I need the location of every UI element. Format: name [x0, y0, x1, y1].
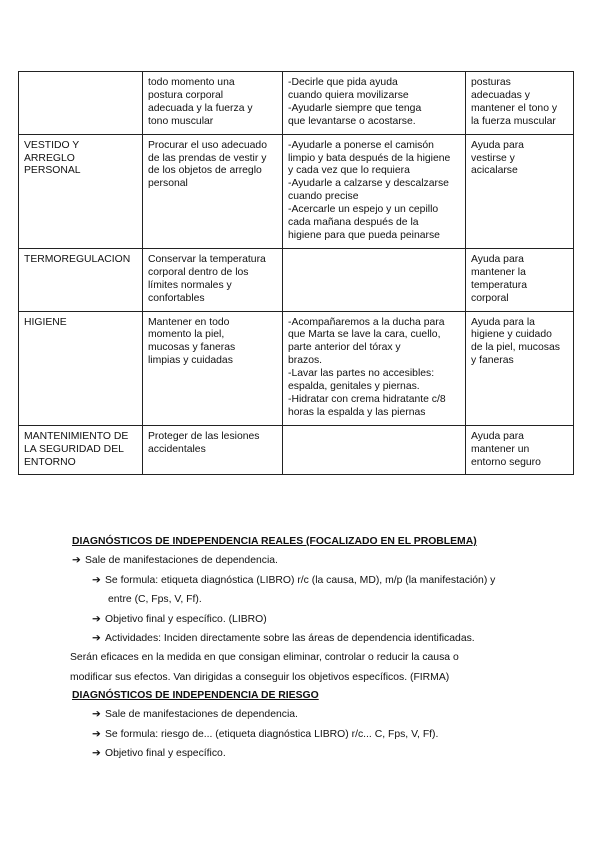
- real-diagnoses-section: [72, 532, 572, 687]
- need-cell: VESTIDO Y ARREGLO PERSONAL: [19, 134, 143, 248]
- list-item: ➔ Sale de manifestaciones de dependencia.: [72, 705, 572, 724]
- evaluation-cell: Ayuda para la higiene y cuidado de la piel, mucosas y faneras: [466, 311, 574, 425]
- paragraph-line: Serán eficaces en la medida en que consigan eliminar, controlar o reducir la causa o: [70, 652, 459, 664]
- objective-cell: Mantener en todo momento la piel, mucosas y faneras limpias y cuidadas: [143, 311, 283, 425]
- need-cell: [19, 72, 143, 135]
- table-row: [19, 425, 574, 475]
- activities-cell: [283, 425, 466, 475]
- need-cell: TERMOREGULACION: [19, 248, 143, 311]
- list-item: ➔ Sale de manifestaciones de dependencia.: [72, 551, 572, 570]
- activities-cell: -Acompañaremos a la ducha para que Marta se lave la cara, cuello, parte anterior del tórax y brazos. -Lavar las partes no accesibles: espalda, genitales y piernas. -Hidratar con crema hidratante c/8 horas la espalda y las piernas: [283, 311, 466, 425]
- care-plan-table: [18, 71, 574, 475]
- table-row: [19, 72, 574, 135]
- table-row: [19, 248, 574, 311]
- paragraph-line: modificar sus efectos. Van dirigidas a conseguir los objetivos específicos. (FIRMA): [70, 671, 450, 683]
- list-item: ➔ Se formula: riesgo de... (etiqueta diagnóstica LIBRO) r/c... C, Fps, V, Ff).: [72, 725, 572, 744]
- section-heading: DIAGNÓSTICOS DE INDEPENDENCIA DE RIESGO: [72, 690, 319, 701]
- activities-cell: -Ayudarle a ponerse el camisón limpio y bata después de la higiene y cada vez que lo requiera -Ayudarle a calzarse y descalzarse cuando precise -Acercarle un espejo y un cepillo cada mañana después de la higiene para que pueda peinarse: [283, 134, 466, 248]
- objective-cell: Proteger de las lesiones accidentales: [143, 425, 283, 475]
- arrow-right-icon: ➔: [92, 613, 101, 625]
- arrow-right-icon: ➔: [92, 574, 101, 586]
- risk-diagnoses-section: [72, 686, 572, 764]
- activities-cell: -Decirle que pida ayuda cuando quiera movilizarse -Ayudarle siempre que tenga que levantarse o acostarse.: [283, 72, 466, 135]
- list-item: ➔ Se formula: etiqueta diagnóstica (LIBRO) r/c (la causa, MD), m/p (la manifestación) y: [72, 571, 572, 590]
- objective-cell: Conservar la temperatura corporal dentro de los límites normales y confortables: [143, 248, 283, 311]
- arrow-right-icon: ➔: [72, 555, 81, 567]
- list-item: ➔ Actividades: Inciden directamente sobre las áreas de dependencia identificadas.: [72, 629, 572, 648]
- activities-cell: [283, 248, 466, 311]
- arrow-right-icon: ➔: [92, 633, 101, 645]
- arrow-right-icon: ➔: [92, 709, 101, 721]
- objective-cell: Procurar el uso adecuado de las prendas de vestir y de los objetos de arreglo personal: [143, 134, 283, 248]
- list-item: ➔ Objetivo final y específico. (LIBRO): [72, 610, 572, 629]
- evaluation-cell: posturas adecuadas y mantener el tono y la fuerza muscular: [466, 72, 574, 135]
- arrow-right-icon: ➔: [92, 728, 101, 740]
- evaluation-cell: Ayuda para vestirse y acicalarse: [466, 134, 574, 248]
- evaluation-cell: Ayuda para mantener la temperatura corporal: [466, 248, 574, 311]
- need-cell: MANTENIMIENTO DE LA SEGURIDAD DEL ENTORNO: [19, 425, 143, 475]
- section-heading: DIAGNÓSTICOS DE INDEPENDENCIA REALES (FOCALIZADO EN EL PROBLEMA): [72, 536, 477, 547]
- table-row: [19, 311, 574, 425]
- arrow-right-icon: ➔: [92, 748, 101, 760]
- table-row: [19, 134, 574, 248]
- evaluation-cell: Ayuda para mantener un entorno seguro: [466, 425, 574, 475]
- objective-cell: todo momento una postura corporal adecuada y la fuerza y tono muscular: [143, 72, 283, 135]
- list-item: ➔ Objetivo final y específico.: [72, 744, 572, 763]
- list-item-continuation: entre (C, Fps, V, Ff).: [108, 594, 202, 606]
- need-cell: HIGIENE: [19, 311, 143, 425]
